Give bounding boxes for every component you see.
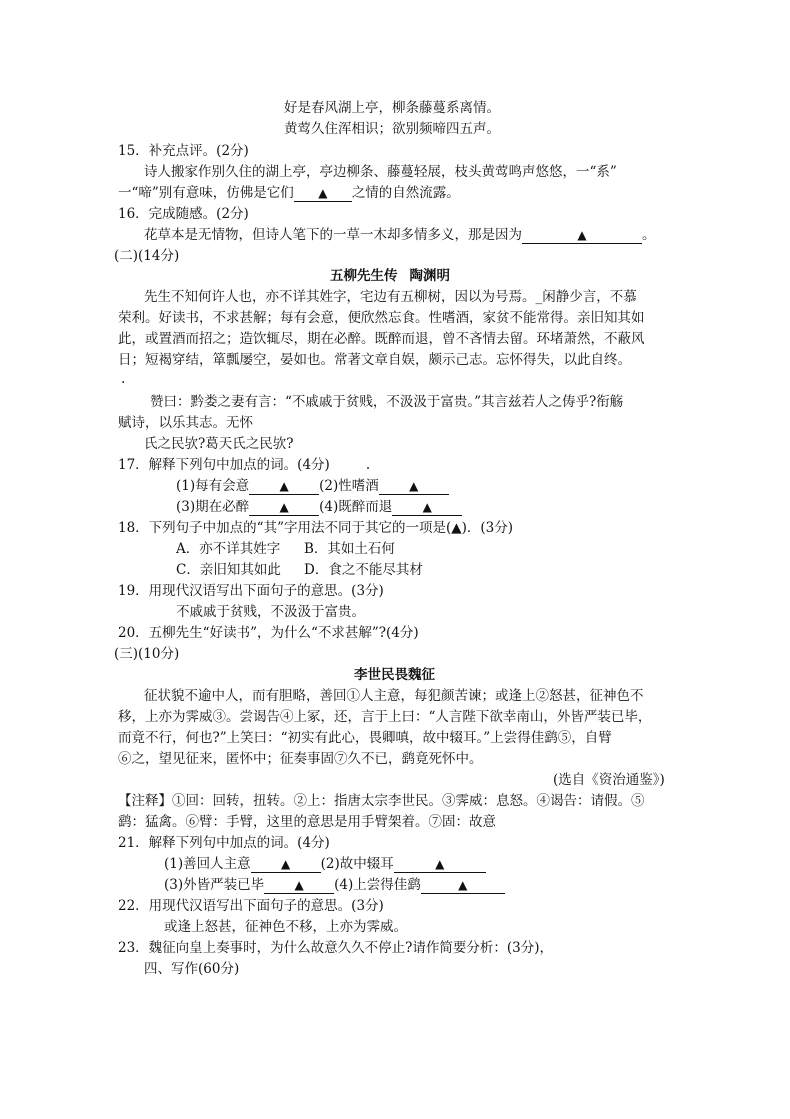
q17-item-3: (3)期在必醉 — [176, 499, 250, 515]
passage2-line-2: 赋诗，以乐其志。无怀 — [118, 415, 253, 431]
q18-option-b[interactable]: B．其如土石何 — [304, 541, 395, 557]
q18-option-a[interactable]: A．亦不详其姓字 — [176, 541, 281, 557]
q15-text-1: 诗人搬家作别久住的湖上亭，亭边柳条、藤蔓轻展，枝头黄莺鸣声悠悠，一“系” — [144, 164, 617, 180]
passage1-line-4: 日；短褐穿结，箪瓢屡空，晏如也。常著文章自娱，颇示己志。忘怀得失，以此自终。 — [118, 352, 631, 368]
q18-row-2 — [176, 560, 423, 580]
q17-stem-dot: . — [365, 457, 371, 473]
q21-item-4: (4)上尝得佳鹞 — [334, 877, 421, 893]
q17-item-2: (2)性嗜酒 — [319, 478, 379, 494]
passage3-line-2: 移，上亦为霁威③。尝谒告④上冢，还，言于上曰：“人言陛下欲幸南山，外皆严装已毕， — [118, 709, 652, 725]
poem-line-1: 好是春风湖上亭，柳条藤蔓系离情。 — [284, 100, 500, 116]
triangle-icon: ▲ — [294, 878, 304, 892]
q17-row-2 — [176, 497, 462, 517]
triangle-icon: ▲ — [577, 228, 587, 242]
section-2-title — [330, 266, 450, 286]
q19-sentence: 不戚戚于贫贱，不汲汲于富贵。 — [176, 604, 365, 620]
passage2-line-3: 氏之民欤?葛天氏之民欤? — [144, 436, 294, 452]
q17-blank-2[interactable] — [379, 478, 449, 495]
q16-text-a: 花草本是无情物，但诗人笔下的一草一木却多情多义，那是因为 — [144, 227, 522, 243]
passage1-line-3: 此，或置酒而招之；造饮辄尽，期在必醉。既醉而退，曾不吝情去留。环堵萧然，不蔽风 — [118, 331, 645, 347]
section-2-heading: (二)(14分) — [114, 248, 180, 264]
passage1-line-1: 先生不知何许人也，亦不详其姓字，宅边有五柳树，因以为号焉。_闲静少言，不慕 — [144, 289, 637, 305]
q21-row-1 — [164, 854, 486, 874]
q21-row-2 — [164, 875, 505, 895]
passage3-line-1: 征状貌不逾中人，而有胆略，善回①人主意，每犯颜苦谏；或逢上②怒甚，征神色不 — [144, 688, 644, 704]
q17-blank-4[interactable] — [392, 499, 462, 516]
q17-stem — [118, 455, 370, 475]
notes-line-1: 【注释】①回：回转，扭转。②上：指唐太宗李世民。③霁威：息怒。④谒告：请假。⑤ — [118, 793, 645, 809]
q21-blank-3[interactable] — [264, 877, 334, 894]
q18-stem: 18．下列句子中加点的“其”字用法不同于其它的一项是(▲)．(3分) — [118, 520, 514, 536]
q17-item-1: (1)每有会意 — [176, 478, 250, 494]
q21-item-1: (1)善回人主意 — [164, 856, 251, 872]
passage3-source: (选自《资治通鉴》) — [553, 772, 665, 788]
passage-title: 五柳先生传 — [330, 268, 398, 284]
triangle-icon: ▲ — [281, 857, 291, 871]
passage-author: 陶渊明 — [409, 268, 450, 284]
q17-blank-1[interactable] — [249, 478, 319, 495]
triangle-icon: ▲ — [279, 479, 289, 493]
q22-stem: 22．用现代汉语写出下面句子的意思。(3分) — [118, 898, 384, 914]
q15-text-2b: 之情的自然流露。 — [351, 185, 460, 201]
q19-stem: 19．用现代汉语写出下面句子的意思。(3分) — [118, 583, 384, 599]
q17-row-1 — [176, 476, 449, 496]
notes-line-2: 鹞：猛禽。⑥臂：手臂，这里的意思是用手臂架着。⑦固：故意 — [118, 814, 496, 830]
q16-stem: 16．完成随感。(2分) — [118, 206, 249, 222]
passage3-line-4: ⑥之，望见征来，匿怀中；征奏事固⑦久不已，鹞竟死怀中。 — [118, 751, 483, 767]
q21-stem: 21．解释下列句中加点的词。(4分) — [118, 835, 330, 851]
q18-row-1 — [176, 539, 395, 559]
q22-sentence: 或逢上怒甚，征神色不移，上亦为霁威。 — [164, 919, 407, 935]
q16-text-b: 。 — [642, 227, 656, 243]
section-3-title: 李世民畏魏征 — [354, 667, 435, 683]
q15-stem: 15．补充点评。(2分) — [118, 143, 249, 159]
stray-dot: . — [121, 371, 126, 387]
section-4-heading: 四、写作(60分) — [144, 961, 240, 977]
passage1-line-2: 荣利。好读书，不求甚解；每有会意，便欣然忘食。性嗜酒，家贫不能常得。亲旧知其如 — [118, 310, 645, 326]
q23-stem: 23．魏征向皇上奏事时，为什么故意久久不停止?请作简要分析：(3分)， — [118, 940, 554, 956]
q15-answer-blank[interactable] — [294, 185, 352, 202]
poem-line-2: 黄莺久住浑相识；欲别频啼四五声。 — [284, 121, 500, 137]
triangle-icon: ▲ — [458, 878, 468, 892]
passage2-line-1: 赞曰：黔娄之妻有言：“不戚戚于贫贱，不汲汲于富贵。”其言兹若人之俦乎?衔觞 — [150, 394, 624, 410]
q17-stem-text: 17．解释下列句中加点的词。(4分) — [118, 457, 330, 473]
triangle-icon: ▲ — [409, 479, 419, 493]
triangle-icon: ▲ — [318, 186, 328, 200]
q21-blank-4[interactable] — [421, 877, 505, 894]
section-3-heading: (三)(10分) — [114, 646, 180, 662]
q21-item-2: (2)故中辍耳 — [320, 856, 394, 872]
triangle-icon: ▲ — [435, 857, 445, 871]
triangle-icon: ▲ — [279, 500, 289, 514]
triangle-icon: ▲ — [422, 500, 432, 514]
q20-stem: 20．五柳先生“好读书”，为什么“不求甚解”?(4分) — [118, 625, 419, 641]
q15-text-2a: 一“啼”别有意味，仿佛是它们 — [118, 185, 294, 201]
q17-item-4: (4)既醉而退 — [319, 499, 393, 515]
q16-answer-blank[interactable] — [522, 227, 642, 244]
q18-option-d[interactable]: D．食之不能尽其材 — [304, 562, 423, 578]
q21-blank-2[interactable] — [394, 856, 486, 873]
q21-item-3: (3)外皆严装已毕 — [164, 877, 265, 893]
passage3-line-3: 而竟不行，何也?”上笑曰：“初实有此心，畏卿嗔，故中辍耳。”上尝得佳鹞⑤，自臂 — [118, 730, 612, 746]
q15-text-2 — [118, 183, 460, 203]
q16-text — [144, 225, 656, 245]
q18-option-c[interactable]: C．亲旧知其如此 — [176, 562, 281, 578]
q21-blank-1[interactable] — [251, 856, 321, 873]
q17-blank-3[interactable] — [249, 499, 319, 516]
